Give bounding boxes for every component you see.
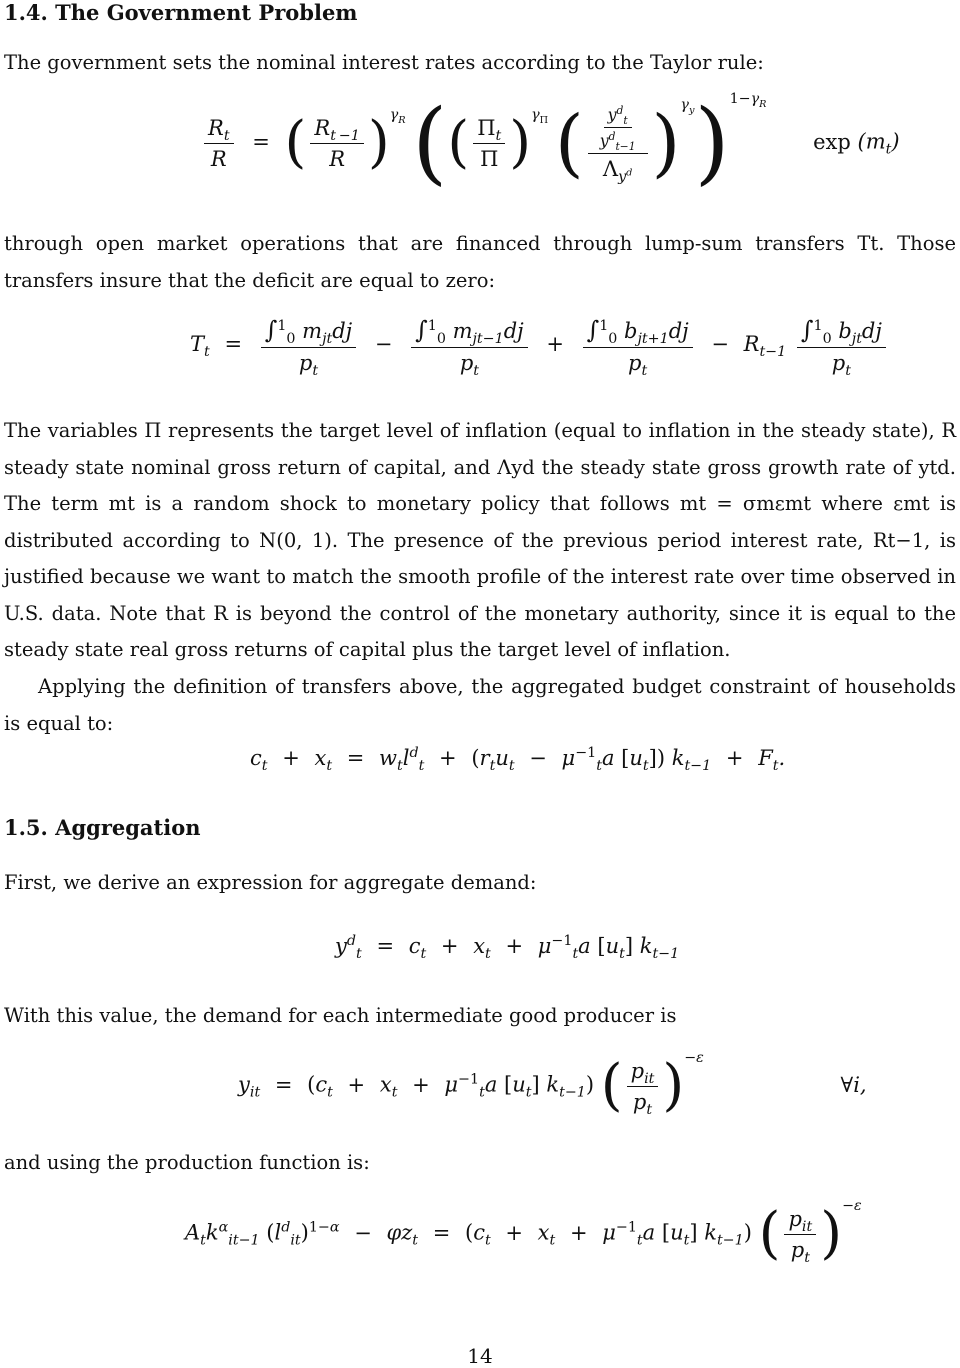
intermediate-demand-equation: $y_{it} = (c_t + x_t + \mu^{-1}_ta$ $[u_t]$ $k_{t-1}$) ( $\frac{p_{it}}{p_t}$ )$^{-\varepsilon}$ ∀i, <box>238 1049 867 1118</box>
section-heading-government-problem: 1.4. The Government Problem <box>4 0 358 25</box>
taylor-rule-equation: $\frac{R_t}{R}$ = ( $\frac{R_{t -1}}{R}$ )$^{\gamma_R}$ (( $\frac{\Pi_t}{\Pi}$ )$^{\gamma_\Pi}$ ( $\frac{\frac{y^d_t}{y^d_{t-1}}}{\Lambda_{y^d}}$ )$^{\gamma_y}$)$^{1-\gamma_R}$ $\exp (m_t)$ <box>200 98 900 188</box>
page-number: 14 <box>467 1344 493 1368</box>
variables-explanation-paragraph: The variables Π represents the target level of inflation (equal to inflation in the steady state), R steady state nominal gross return of capital, and Λyd the steady state gross growth rate of ytd. The term mt is a random shock to monetary policy that follows mt = σmεmt where εmt is distributed according to N(0, 1). The presence of the previous period interest rate, Rt−1, is justified because we want to match the smooth profile of the interest rate over time observed in U.S. data. Note that R is beyond the control of the monetary authority, since it is equal to the steady state real gross returns of capital plus the target level of inflation. <box>4 419 956 661</box>
budget-constraint-equation: $c_t + x_t = w_tl^d_t + (r_tu_t - \mu^{-1}_ta$ $[u_t]$) $k_{t-1} + F_t$. <box>250 745 786 775</box>
transfers-equation: $T_t$ = $\frac{\int^1_0 m_{jt}dj}{p_t}$ − $\frac{\int^1_0 m_{jt-1}dj}{p_t}$ + $\frac{\int^1_0 b_{jt+1}dj}{p_t}$ − $R_{t-1}$ $\frac{\int^1_0 b_{jt}dj}{p_t}$ <box>190 316 890 375</box>
production-function-equation: $A_tk^\alpha_{it-1}$ $(l^d_{it})^{1-\alpha} - \varphi z_t = (c_t + x_t + \mu^{-1}_ta$ $[u_t]$ $k_{t-1}$) ( $\frac{p_{it}}{p_t}$ )$^{-\varepsilon}$ <box>185 1197 862 1266</box>
aggregate-demand-equation: $y^d_t = c_t + x_t + \mu^{-1}_ta$ $[u_t]$ $k_{t-1}$ <box>335 933 680 963</box>
forall-label: ∀i, <box>840 1072 867 1097</box>
intermediate-demand-intro: With this value, the demand for each intermediate good producer is <box>4 1004 677 1027</box>
transfers-paragraph: through open market operations that are financed through lump-sum transfers Tt. Those transfers insure that the deficit are equal to zero: <box>4 232 956 292</box>
budget-constraint-intro: Applying the definition of transfers above, the aggregated budget constraint of households is equal to: <box>4 675 956 735</box>
production-function-intro: and using the production function is: <box>4 1151 370 1174</box>
section-heading-aggregation: 1.5. Aggregation <box>4 815 201 840</box>
taylor-rule-intro: The government sets the nominal interest rates according to the Taylor rule: <box>4 51 764 74</box>
aggregate-demand-intro: First, we derive an expression for aggregate demand: <box>4 871 537 894</box>
